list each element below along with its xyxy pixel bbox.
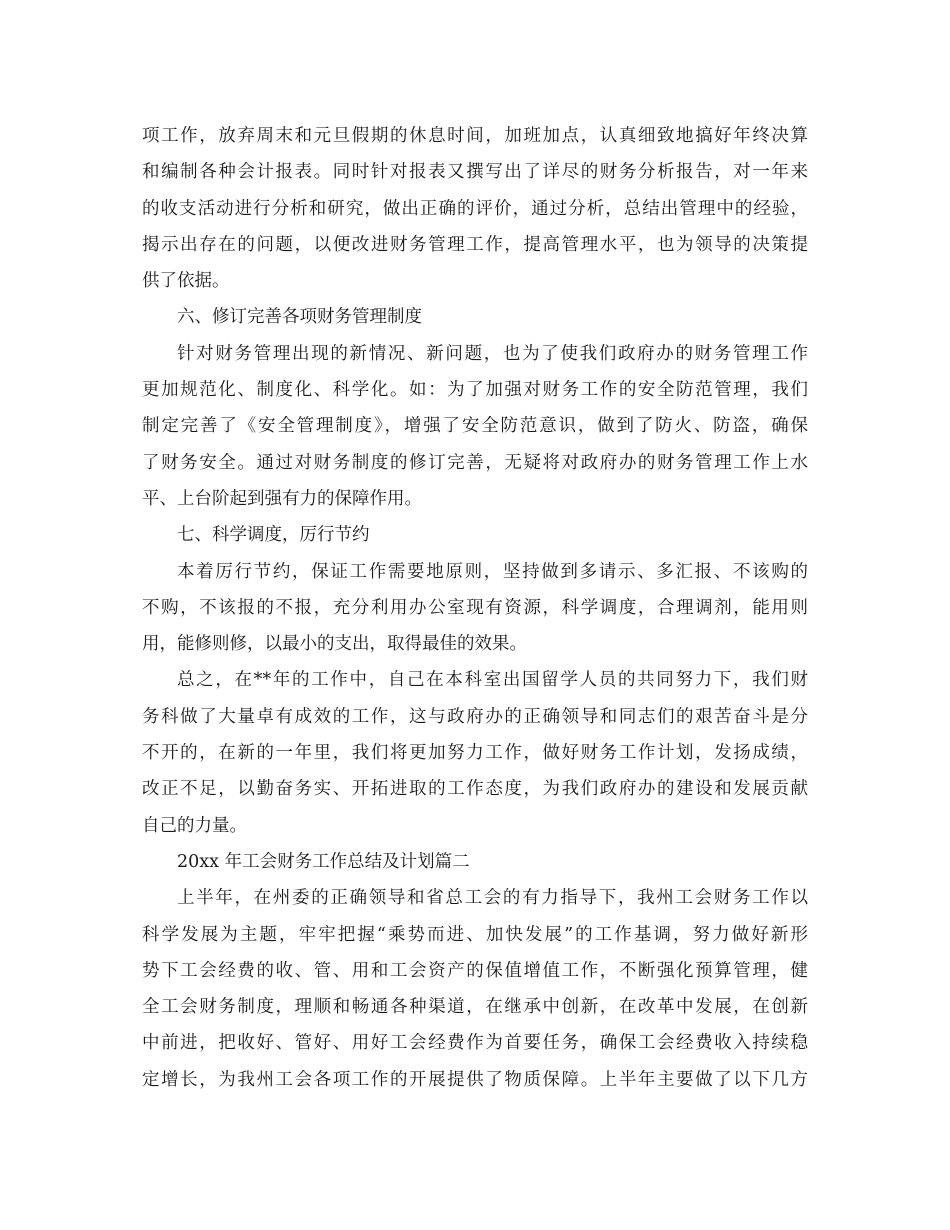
section-heading: 七、科学调度，厉行节约 <box>177 525 370 546</box>
text-line: 务科做了大量卓有成效的工作，这与政府办的正确领导和同志们的艰苦奋斗是分 <box>142 706 808 727</box>
text-line: 不购，不该报的不报，充分利用办公室现有资源，科学调度，合理调剂，能用则 <box>142 597 808 618</box>
text-line: 项工作，放弃周末和元旦假期的休息时间，加班加点，认真细致地搞好年终决算 <box>142 126 808 146</box>
text-line: 更加规范化、制度化、科学化。如：为了加强对财务工作的安全防范管理，我们 <box>142 380 808 401</box>
text-line: 供了依据。 <box>142 271 230 292</box>
text-line: 制定完善了《安全管理制度》，增强了安全防范意识，做到了防火、防盗，确保 <box>142 416 808 437</box>
section-heading: 六、修订完善各项财务管理制度 <box>177 307 422 328</box>
text-line: 平、上台阶起到强有力的保障作用。 <box>142 488 422 509</box>
text-line: 不开的，在新的一年里，我们将更加努力工作，做好财务工作计划，发扬成绩， <box>142 743 808 764</box>
text-line: 本着厉行节约，保证工作需要地原则，坚持做到多请示、多汇报、不该购的 <box>177 561 808 582</box>
text-line: 用，能修则修，以最小的支出，取得最佳的效果。 <box>142 634 527 655</box>
text-line: 和编制各种会计报表。同时针对报表又撰写出了详尽的财务分析报告，对一年来 <box>142 162 808 183</box>
text-line: 自己的力量。 <box>142 815 247 836</box>
text-line: 全工会财务制度，理顺和畅通各种渠道，在继承中创新，在改革中发展，在创新 <box>142 997 808 1018</box>
section-heading: 20xx 年工会财务工作总结及计划篇二 <box>177 851 470 872</box>
text-line: 改正不足，以勤奋务实、开拓进取的工作态度，为我们政府办的建设和发展贡献 <box>142 779 808 800</box>
text-line: 总之，在**年的工作中，自己在本科室出国留学人员的共同努力下，我们财 <box>177 670 808 691</box>
document-body <box>142 118 808 1098</box>
text-line: 的收支活动进行分析和研究，做出正确的评价，通过分析，总结出管理中的经验， <box>142 198 808 219</box>
text-line: 上半年，在州委的正确领导和省总工会的有力指导下，我州工会财务工作以 <box>177 888 808 909</box>
text-line: 势下工会经费的收、管、用和工会资产的保值增值工作，不断强化预算管理，健 <box>142 960 808 981</box>
text-line: 了财务安全。通过对财务制度的修订完善，无疑将对政府办的财务管理工作上水 <box>142 452 808 473</box>
text-line: 科学发展为主题，牢牢把握“乘势而进、加快发展”的工作基调，努力做好新形 <box>142 924 808 945</box>
text-line: 中前进，把收好、管好、用好工会经费作为首要任务，确保工会经费收入持续稳 <box>142 1033 808 1054</box>
text-line: 针对财务管理出现的新情况、新问题，也为了使我们政府办的财务管理工作 <box>177 343 808 364</box>
text-line: 揭示出存在的问题，以便改进财务管理工作，提高管理水平，也为领导的决策提 <box>142 234 808 255</box>
text-line: 定增长，为我州工会各项工作的开展提供了物质保障。上半年主要做了以下几方 <box>142 1069 808 1090</box>
